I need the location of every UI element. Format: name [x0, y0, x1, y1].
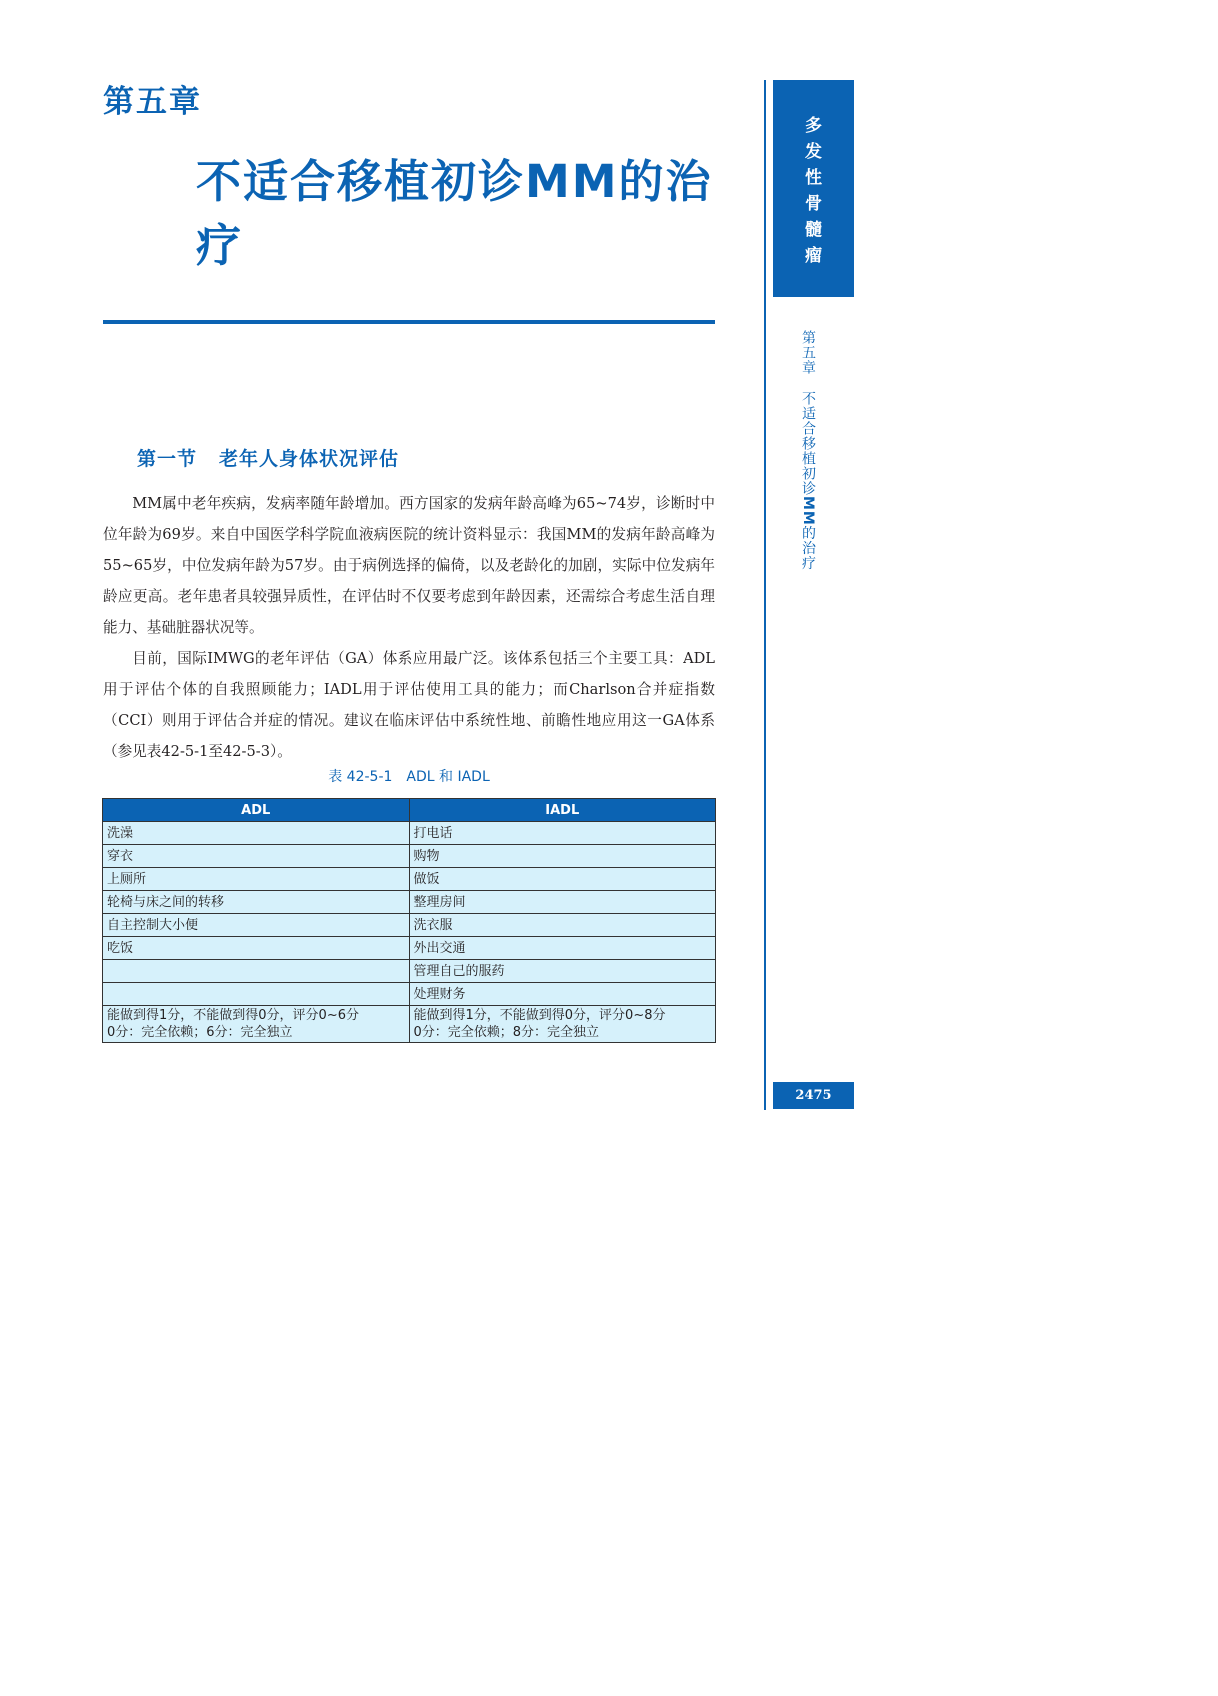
table-cell: 轮椅与床之间的转移 [103, 891, 410, 914]
paragraph: 目前，国际IMWG的老年评估（GA）体系应用最广泛。该体系包括三个主要工具：ADL用于评估个体的自我照顾能力；IADL用于评估使用工具的能力；而Charlson合并症指数（CCI）则用于评估合并症的情况。建议在临床评估中系统性地、前瞻性地应用这一GA体系（参见表42-5-1至42-5-3）。 [103, 650, 715, 760]
table-header-iadl: IADL [409, 799, 716, 822]
table-note-iadl [409, 1006, 716, 1043]
table-cell: 洗衣服 [409, 914, 716, 937]
table-cell: 整理房间 [409, 891, 716, 914]
table-row [103, 960, 716, 983]
table-cell: 购物 [409, 845, 716, 868]
paragraph: MM属中老年疾病，发病率随年龄增加。西方国家的发病年龄高峰为65~74岁，诊断时中位年龄为69岁。来自中国医学科学院血液病医院的统计资料显示：我国MM的发病年龄高峰为55~65岁，中位发病年龄为57岁。由于病例选择的偏倚，以及老龄化的加剧，实际中位发病年龄应更高。老年患者具较强异质性，在评估时不仅要考虑到年龄因素，还需综合考虑生活自理能力、基础脏器状况等。 [103, 495, 715, 636]
table-row [103, 891, 716, 914]
table-row [103, 868, 716, 891]
section-title: 老年人身体状况评估 [219, 448, 400, 470]
table-cell: 穿衣 [103, 845, 410, 868]
running-header [796, 330, 820, 571]
table-caption: 表 42-5-1 ADL 和 IADL [328, 769, 490, 785]
table-header-row [103, 799, 716, 822]
table-row [103, 845, 716, 868]
table-note-line: 能做到得1分，不能做到得0分，评分0~8分 [413, 1008, 666, 1023]
banner-char: 骨 [805, 194, 822, 214]
chapter-title: 不适合移植初诊MM的治疗 [196, 155, 713, 272]
table-header-adl: ADL [103, 799, 410, 822]
table-cell: 做饭 [409, 868, 716, 891]
table-cell: 自主控制大小便 [103, 914, 410, 937]
running-title-post: 的治疗 [800, 525, 816, 571]
table-cell: 外出交通 [409, 937, 716, 960]
body-text [103, 488, 715, 767]
table-note-line: 0分：完全依赖；8分：完全独立 [413, 1025, 600, 1040]
table-cell: 吃饭 [103, 937, 410, 960]
table-row [103, 983, 716, 1006]
table-row [103, 937, 716, 960]
side-banner [773, 80, 854, 297]
table-cell [103, 960, 410, 983]
table-note-adl [103, 1006, 410, 1043]
section-number: 第一节 [137, 448, 198, 470]
banner-char: 髓 [805, 220, 822, 240]
table-note-row [103, 1006, 716, 1043]
table-cell: 上厕所 [103, 868, 410, 891]
table-note-line: 0分：完全依赖；6分：完全独立 [107, 1025, 293, 1040]
banner-char: 性 [805, 168, 822, 188]
table-cell: 处理财务 [409, 983, 716, 1006]
running-chapter: 第五章 [800, 330, 816, 375]
section-heading [137, 444, 399, 471]
running-title-latin: MM [800, 496, 816, 526]
chapter-label: 第五章 [103, 84, 202, 120]
table-row [103, 822, 716, 845]
adl-iadl-table [102, 798, 716, 1043]
table-cell: 管理自己的服药 [409, 960, 716, 983]
banner-char: 发 [805, 142, 822, 162]
title-divider [103, 320, 715, 324]
table-cell: 打电话 [409, 822, 716, 845]
side-rule [764, 80, 766, 1110]
table-note-line: 能做到得1分，不能做到得0分，评分0~6分 [107, 1008, 359, 1023]
banner-char: 多 [805, 116, 822, 136]
table-cell [103, 983, 410, 1006]
table-cell: 洗澡 [103, 822, 410, 845]
table-row [103, 914, 716, 937]
banner-char: 瘤 [805, 246, 822, 266]
running-title-pre: 不适合移植初诊 [800, 391, 816, 496]
page-number: 2475 [773, 1082, 854, 1109]
